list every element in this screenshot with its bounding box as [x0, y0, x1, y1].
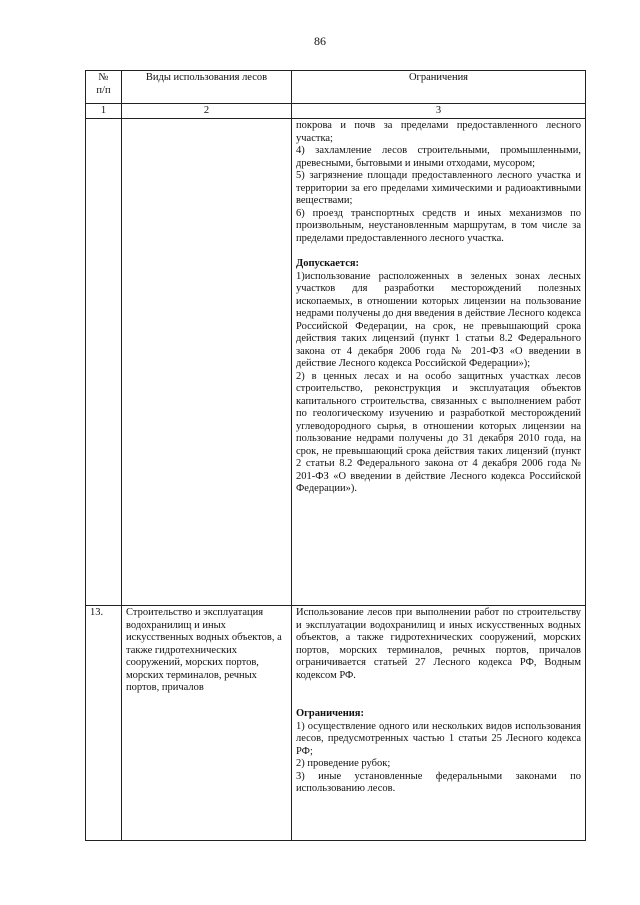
restrictions-cell	[292, 119, 586, 606]
page-number: 86	[314, 34, 326, 48]
allowed-item: 1)использование расположенных в зеленых зонах лесных участков для разработки месторождений полезных ископаемых, в отношении которых лицензии на пользование недрами получены до дня введения в действие Лесного кодекса Российской Федерации, на срок, не превышающий срока действия таких лицензий (пункт 1 статьи 8.2 Федерального закона от 4 декабря 2006 года № 201-ФЗ «О введении в действие Лесного кодекса Российской Федерации»);	[296, 270, 581, 369]
column-number: 3	[292, 104, 586, 119]
row-number: 13.	[86, 606, 122, 841]
restriction-item: 1) осуществление одного или нескольких видов использования лесов, предусмотренных частью 1 статьи 25 Лесного кодекса РФ;	[296, 720, 581, 757]
restriction-item: 6) проезд транспортных средств и иных механизмов по произвольным, неустановленным маршрутам, в том числе за пределами предоставленного лесного участка.	[296, 207, 581, 244]
table-row-13	[86, 606, 586, 841]
column-number: 2	[122, 104, 292, 119]
restrictions-cell	[292, 606, 586, 841]
restriction-item: покрова и почв за пределами предоставленного лесного участка;	[296, 120, 581, 144]
column-number: 1	[86, 104, 122, 119]
allowed-heading: Допускается:	[296, 258, 360, 269]
forest-use-table	[85, 70, 586, 841]
header-number	[86, 71, 122, 104]
header-type-of-use: Виды использования лесов	[122, 71, 292, 104]
allowed-item: 2) в ценных лесах и на особо защитных участках лесов строительство, реконструкция и эксплуатация объектов капитального строительства, связанных с выполнением работ по геологическому изучению и разработкой месторождений углеводородного сырья, в отношении которых лицензии на пользование недрами получены до 31 декабря 2010 года, на срок, не превышающий срока действия таких лицензий (пункт 2 статьи 8.2 Федерального закона от 4 декабря 2006 года № 201-ФЗ «О введении в действие Лесного кодекса Российской Федерации»).	[296, 370, 581, 494]
header-restrictions: Ограничения	[292, 71, 586, 104]
restriction-item: 5) загрязнение площади предоставленного лесного участка и территории за его пределами химическими и радиоактивными веществами;	[296, 170, 581, 206]
row13-intro: Использование лесов при выполнении работ по строительству и эксплуатации водохранилищ и иных искусственных водных объектов, а также гидротехнических сооружений, морских портов, морских терминалов, речных портов, причалов ограничивается статьей 27 Лесного кодекса РФ, Водным кодексом РФ.	[296, 607, 581, 681]
header-number-line2: п/п	[96, 84, 111, 96]
restrictions-heading: Ограничения:	[296, 708, 364, 719]
column-number-row	[86, 104, 586, 119]
type-of-use: Строительство и эксплуатация водохранилищ и иных искусственных водных объектов, а также гидротехнических сооружений, морских портов, морских терминалов, речных портов, причалов	[122, 606, 292, 841]
header-number-line1: №	[98, 72, 109, 83]
table-row-continued	[86, 119, 586, 606]
row-number-cell	[86, 119, 122, 606]
restriction-item: 2) проведение рубок;	[296, 758, 391, 769]
restriction-item: 4) захламление лесов строительными, промышленными, древесными, бытовыми и иными отходами, мусором;	[296, 145, 581, 169]
restriction-item: 3) иные установленные федеральными законами по использованию лесов.	[296, 770, 581, 794]
table-header-row	[86, 71, 586, 104]
type-of-use-cell	[122, 119, 292, 606]
